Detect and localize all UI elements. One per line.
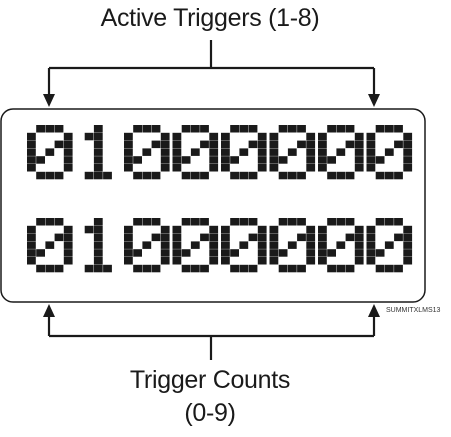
bottom-bracket xyxy=(49,313,374,360)
figure-code: SUMMITXLMS13 xyxy=(386,307,441,314)
trigger-counts-range-label: (0-9) xyxy=(184,399,236,427)
right-top-arrow xyxy=(368,94,380,107)
top-bracket xyxy=(49,40,374,98)
left-top-arrow xyxy=(43,94,55,107)
trigger-counts-label: Trigger Counts xyxy=(129,366,291,394)
active-triggers-label: Active Triggers (1-8) xyxy=(100,4,320,32)
